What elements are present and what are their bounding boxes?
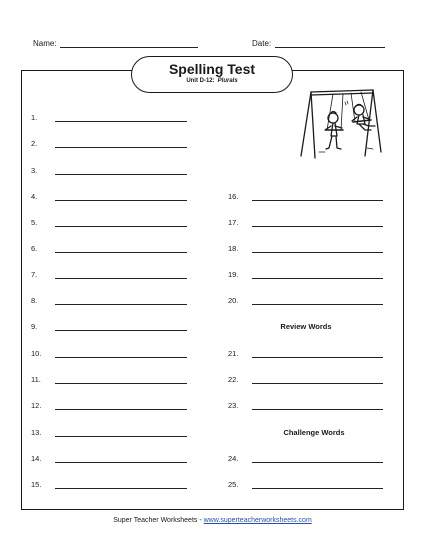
answer-line[interactable] — [55, 409, 187, 410]
page-title: Spelling Test — [168, 61, 256, 77]
item-number: 23. — [228, 401, 239, 410]
name-label: Name: — [33, 39, 57, 48]
item-number: 22. — [228, 375, 239, 384]
answer-line[interactable] — [55, 226, 187, 227]
answer-line[interactable] — [252, 226, 383, 227]
item-number: 12. — [31, 401, 42, 410]
item-number: 11. — [31, 375, 41, 384]
footer — [0, 517, 425, 524]
item-number: 14. — [31, 454, 42, 463]
name-field[interactable] — [60, 47, 198, 48]
review-words-heading: Review Words — [280, 322, 332, 331]
item-number: 20. — [228, 296, 239, 305]
item-number: 25. — [228, 480, 239, 489]
item-number: 10. — [31, 349, 42, 358]
item-number: 2. — [31, 139, 38, 148]
answer-line[interactable] — [252, 462, 383, 463]
answer-line[interactable] — [252, 278, 383, 279]
answer-line[interactable] — [55, 200, 187, 201]
answer-line[interactable] — [55, 383, 187, 384]
item-number: 9. — [31, 322, 38, 331]
answer-line[interactable] — [55, 357, 187, 358]
item-number: 1. — [31, 113, 38, 122]
item-number: 6. — [31, 244, 38, 253]
date-label: Date: — [252, 39, 272, 48]
answer-line[interactable] — [252, 304, 383, 305]
item-number: 15. — [31, 480, 42, 489]
item-number: 3. — [31, 166, 38, 175]
item-number: 13. — [31, 428, 42, 437]
item-number: 24. — [228, 454, 239, 463]
item-number: 8. — [31, 296, 38, 305]
item-number: 19. — [228, 270, 239, 279]
answer-line[interactable] — [252, 252, 383, 253]
item-number: 4. — [31, 192, 38, 201]
item-number: 21. — [228, 349, 239, 358]
item-number: 5. — [31, 218, 38, 227]
item-number: 17. — [228, 218, 239, 227]
answer-line[interactable] — [252, 357, 383, 358]
answer-line[interactable] — [252, 409, 383, 410]
answer-line[interactable] — [55, 121, 187, 122]
answer-line[interactable] — [55, 330, 187, 331]
answer-line[interactable] — [252, 200, 383, 201]
footer-text: Super Teacher Worksheets - — [113, 517, 204, 524]
swing-set-children-icon — [299, 86, 385, 172]
date-field[interactable] — [275, 47, 385, 48]
challenge-words-heading: Challenge Words — [283, 428, 345, 437]
answer-line[interactable] — [55, 147, 187, 148]
item-number: 16. — [228, 192, 239, 201]
answer-line[interactable] — [55, 252, 187, 253]
item-number: 7. — [31, 270, 38, 279]
title-box — [131, 56, 293, 93]
answer-line[interactable] — [252, 383, 383, 384]
answer-line[interactable] — [55, 488, 187, 489]
unit-label: Unit D-12: — [186, 78, 215, 84]
footer-link[interactable]: www.superteacherworksheets.com — [203, 517, 312, 524]
answer-line[interactable] — [55, 304, 187, 305]
answer-line[interactable] — [55, 436, 187, 437]
answer-line[interactable] — [55, 462, 187, 463]
answer-line[interactable] — [55, 174, 187, 175]
topic-label: Plurals — [217, 78, 238, 84]
subtitle — [132, 78, 292, 84]
answer-line[interactable] — [252, 488, 383, 489]
answer-line[interactable] — [55, 278, 187, 279]
item-number: 18. — [228, 244, 239, 253]
